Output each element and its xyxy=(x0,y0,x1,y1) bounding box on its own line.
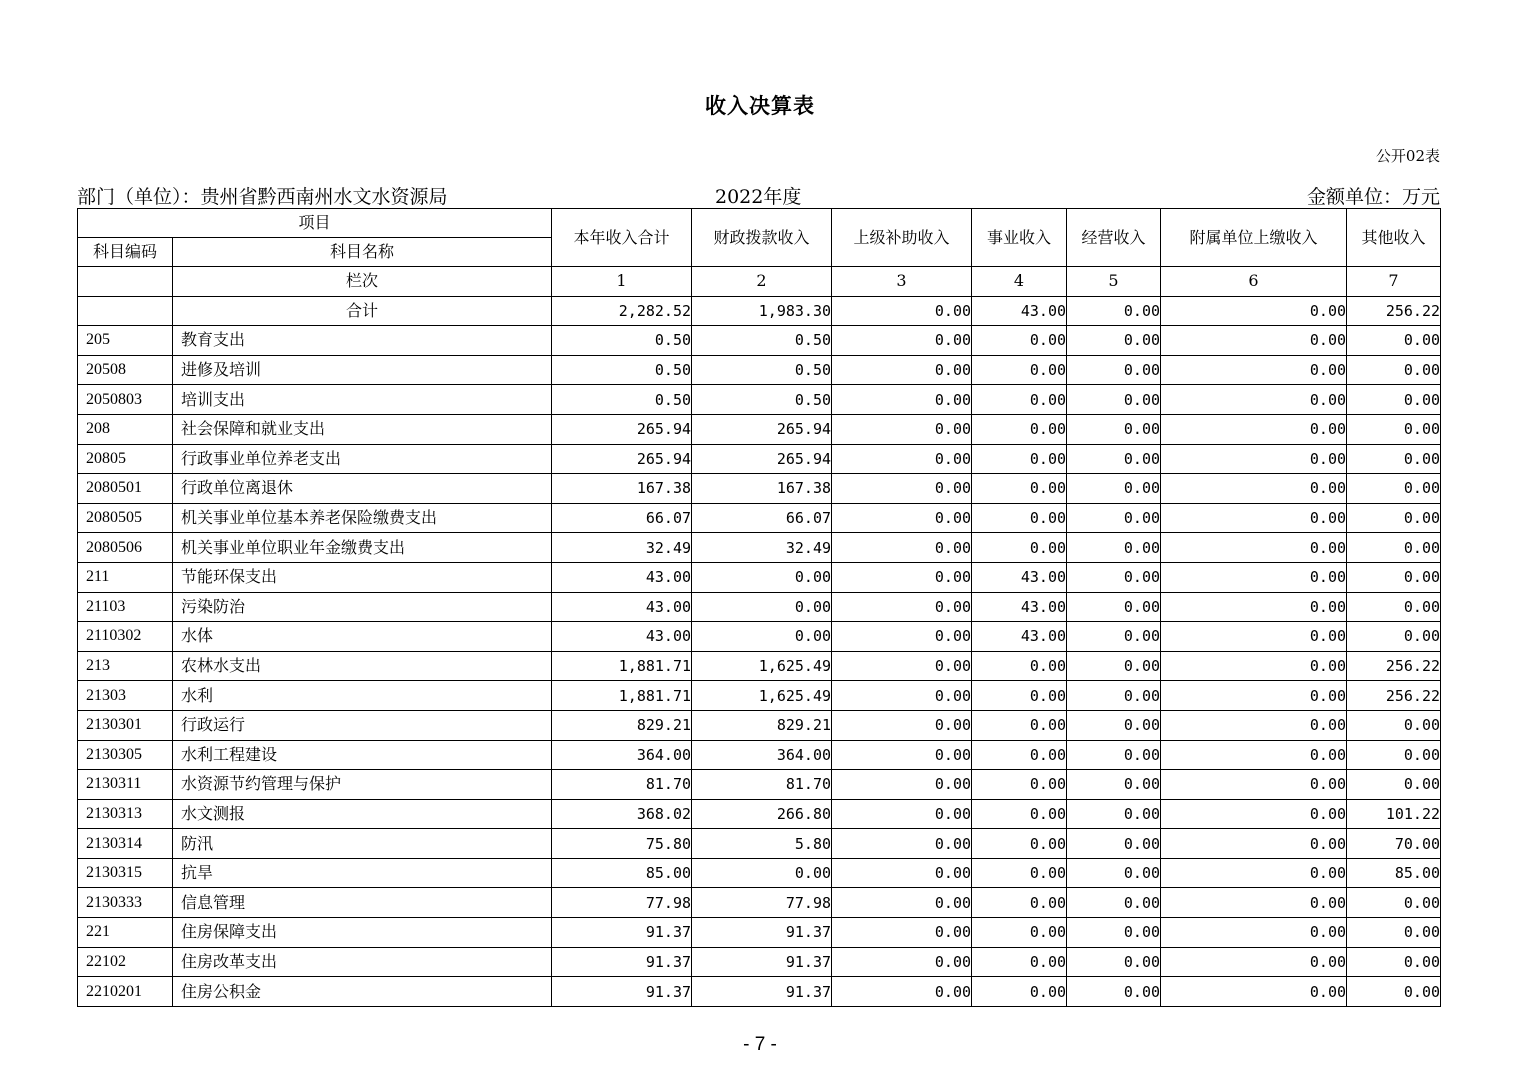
amount-cell: 0.00 xyxy=(1067,681,1161,711)
table-row xyxy=(78,385,1441,415)
amount-cell: 0.00 xyxy=(832,474,972,504)
total-value: 256.22 xyxy=(1347,296,1441,326)
amount-cell: 0.00 xyxy=(1161,918,1347,948)
subject-code: 22102 xyxy=(78,947,173,977)
subject-code: 2130301 xyxy=(78,710,173,740)
amount-cell: 81.70 xyxy=(692,770,832,800)
amount-cell: 0.00 xyxy=(692,858,832,888)
amount-cell: 0.00 xyxy=(1067,770,1161,800)
amount-cell: 0.00 xyxy=(1161,474,1347,504)
subject-code: 2050803 xyxy=(78,385,173,415)
table-row xyxy=(78,326,1441,356)
amount-cell: 0.00 xyxy=(972,977,1067,1007)
amount-cell: 43.00 xyxy=(552,622,692,652)
amount-cell: 0.00 xyxy=(832,533,972,563)
table-row xyxy=(78,533,1441,563)
subject-code: 208 xyxy=(78,414,173,444)
amount-cell: 265.94 xyxy=(692,444,832,474)
amount-cell: 0.00 xyxy=(972,414,1067,444)
amount-cell: 1,881.71 xyxy=(552,651,692,681)
amount-cell: 0.00 xyxy=(972,651,1067,681)
amount-cell: 77.98 xyxy=(552,888,692,918)
table-row xyxy=(78,651,1441,681)
amount-cell: 265.94 xyxy=(692,414,832,444)
subject-code: 2080505 xyxy=(78,503,173,533)
col-number: 3 xyxy=(832,267,972,297)
amount-cell: 0.50 xyxy=(552,355,692,385)
subject-code: 2130305 xyxy=(78,740,173,770)
total-value: 0.00 xyxy=(832,296,972,326)
amount-cell: 0.00 xyxy=(1347,740,1441,770)
amount-cell: 0.00 xyxy=(1067,533,1161,563)
table-row xyxy=(78,947,1441,977)
amount-cell: 0.00 xyxy=(1161,355,1347,385)
subject-code: 221 xyxy=(78,918,173,948)
table-row xyxy=(78,918,1441,948)
amount-cell: 0.00 xyxy=(1347,414,1441,444)
code-header: 科目编码 xyxy=(78,238,173,267)
amount-cell: 0.00 xyxy=(1347,326,1441,356)
amount-cell: 0.00 xyxy=(1067,326,1161,356)
subject-code: 21303 xyxy=(78,681,173,711)
col-header-affiliated-income: 附属单位上缴收入 xyxy=(1161,209,1347,267)
amount-cell: 91.37 xyxy=(552,947,692,977)
amount-cell: 0.00 xyxy=(972,533,1067,563)
amount-cell: 0.00 xyxy=(1347,385,1441,415)
col-number: 7 xyxy=(1347,267,1441,297)
total-value: 0.00 xyxy=(1067,296,1161,326)
table-row xyxy=(78,740,1441,770)
table-row xyxy=(78,622,1441,652)
amount-cell: 91.37 xyxy=(692,947,832,977)
amount-cell: 0.00 xyxy=(1067,444,1161,474)
col-number: 2 xyxy=(692,267,832,297)
table-row xyxy=(78,503,1441,533)
amount-cell: 0.00 xyxy=(832,977,972,1007)
amount-cell: 0.00 xyxy=(972,385,1067,415)
amount-cell: 0.00 xyxy=(1347,918,1441,948)
amount-cell: 0.00 xyxy=(1161,829,1347,859)
amount-cell: 0.00 xyxy=(1067,829,1161,859)
amount-cell: 0.00 xyxy=(1067,622,1161,652)
subject-code: 2130313 xyxy=(78,799,173,829)
amount-cell: 0.00 xyxy=(972,918,1067,948)
amount-cell: 0.00 xyxy=(832,829,972,859)
total-row xyxy=(78,296,1441,326)
amount-cell: 0.00 xyxy=(832,681,972,711)
total-label: 合计 xyxy=(173,296,552,326)
amount-cell: 0.00 xyxy=(832,444,972,474)
amount-cell: 0.00 xyxy=(1067,947,1161,977)
amount-cell: 0.00 xyxy=(832,888,972,918)
subject-name: 节能环保支出 xyxy=(173,562,552,592)
col-number: 5 xyxy=(1067,267,1161,297)
amount-cell: 85.00 xyxy=(1347,858,1441,888)
amount-cell: 167.38 xyxy=(692,474,832,504)
amount-cell: 0.00 xyxy=(1347,622,1441,652)
amount-cell: 0.00 xyxy=(1161,592,1347,622)
subject-name: 培训支出 xyxy=(173,385,552,415)
amount-cell: 0.00 xyxy=(1161,740,1347,770)
subject-code: 2080501 xyxy=(78,474,173,504)
subject-code: 20805 xyxy=(78,444,173,474)
amount-cell: 0.00 xyxy=(1067,592,1161,622)
total-value: 0.00 xyxy=(1161,296,1347,326)
table-row xyxy=(78,414,1441,444)
amount-cell: 0.00 xyxy=(1347,355,1441,385)
amount-cell: 0.00 xyxy=(1161,444,1347,474)
amount-cell: 0.00 xyxy=(972,503,1067,533)
table-row xyxy=(78,977,1441,1007)
col-number: 6 xyxy=(1161,267,1347,297)
empty-cell xyxy=(78,296,173,326)
amount-cell: 829.21 xyxy=(552,710,692,740)
amount-cell: 0.00 xyxy=(832,947,972,977)
col-header-business-income: 事业收入 xyxy=(972,209,1067,267)
amount-cell: 32.49 xyxy=(552,533,692,563)
amount-cell: 0.00 xyxy=(1347,533,1441,563)
total-value: 43.00 xyxy=(972,296,1067,326)
amount-cell: 66.07 xyxy=(692,503,832,533)
amount-cell: 0.50 xyxy=(552,385,692,415)
amount-cell: 0.00 xyxy=(972,829,1067,859)
subject-code: 213 xyxy=(78,651,173,681)
amount-cell: 0.00 xyxy=(1347,888,1441,918)
table-row xyxy=(78,888,1441,918)
subject-name: 机关事业单位职业年金缴费支出 xyxy=(173,533,552,563)
table-row xyxy=(78,770,1441,800)
amount-cell: 0.00 xyxy=(832,710,972,740)
amount-cell: 0.00 xyxy=(832,385,972,415)
amount-cell: 0.00 xyxy=(1161,622,1347,652)
amount-cell: 0.00 xyxy=(1067,414,1161,444)
amount-cell: 0.00 xyxy=(1161,858,1347,888)
amount-cell: 364.00 xyxy=(552,740,692,770)
table-row xyxy=(78,710,1441,740)
col-header-total-income: 本年收入合计 xyxy=(552,209,692,267)
amount-cell: 91.37 xyxy=(692,977,832,1007)
table-row xyxy=(78,474,1441,504)
amount-cell: 0.00 xyxy=(1067,858,1161,888)
amount-cell: 0.00 xyxy=(1161,947,1347,977)
amount-cell: 256.22 xyxy=(1347,651,1441,681)
amount-cell: 75.80 xyxy=(552,829,692,859)
column-number-row xyxy=(78,267,1441,297)
amount-cell: 0.00 xyxy=(692,562,832,592)
subject-name: 水资源节约管理与保护 xyxy=(173,770,552,800)
amount-cell: 43.00 xyxy=(972,592,1067,622)
amount-cell: 0.00 xyxy=(832,770,972,800)
amount-cell: 265.94 xyxy=(552,414,692,444)
amount-cell: 0.00 xyxy=(972,355,1067,385)
table-row xyxy=(78,681,1441,711)
amount-cell: 0.00 xyxy=(1347,947,1441,977)
amount-cell: 368.02 xyxy=(552,799,692,829)
subject-name: 抗旱 xyxy=(173,858,552,888)
amount-cell: 0.00 xyxy=(832,326,972,356)
amount-cell: 43.00 xyxy=(552,592,692,622)
amount-cell: 77.98 xyxy=(692,888,832,918)
amount-cell: 0.50 xyxy=(552,326,692,356)
amount-cell: 0.00 xyxy=(1161,977,1347,1007)
amount-cell: 43.00 xyxy=(972,562,1067,592)
subject-code: 211 xyxy=(78,562,173,592)
amount-cell: 0.00 xyxy=(1161,562,1347,592)
amount-cell: 0.00 xyxy=(832,355,972,385)
subject-code: 205 xyxy=(78,326,173,356)
amount-cell: 0.00 xyxy=(832,918,972,948)
amount-cell: 32.49 xyxy=(692,533,832,563)
col-header-operating-income: 经营收入 xyxy=(1067,209,1161,267)
amount-cell: 0.00 xyxy=(1161,888,1347,918)
amount-cell: 0.00 xyxy=(1067,918,1161,948)
subject-name: 防汛 xyxy=(173,829,552,859)
amount-cell: 0.50 xyxy=(692,326,832,356)
amount-cell: 0.00 xyxy=(832,740,972,770)
amount-unit: 金额单位：万元 xyxy=(1306,186,1440,208)
amount-cell: 0.50 xyxy=(692,385,832,415)
amount-cell: 43.00 xyxy=(972,622,1067,652)
amount-cell: 0.00 xyxy=(1161,533,1347,563)
amount-cell: 0.00 xyxy=(972,710,1067,740)
amount-cell: 266.80 xyxy=(692,799,832,829)
amount-cell: 0.00 xyxy=(1161,503,1347,533)
amount-cell: 0.00 xyxy=(972,947,1067,977)
amount-cell: 0.00 xyxy=(972,740,1067,770)
amount-cell: 70.00 xyxy=(1347,829,1441,859)
subject-name: 社会保障和就业支出 xyxy=(173,414,552,444)
total-value: 1,983.30 xyxy=(692,296,832,326)
col-header-superior-subsidy: 上级补助收入 xyxy=(832,209,972,267)
amount-cell: 0.00 xyxy=(832,622,972,652)
amount-cell: 0.00 xyxy=(1161,326,1347,356)
amount-cell: 1,881.71 xyxy=(552,681,692,711)
amount-cell: 0.00 xyxy=(1161,770,1347,800)
amount-cell: 0.00 xyxy=(1347,562,1441,592)
amount-cell: 0.00 xyxy=(1067,651,1161,681)
total-value: 2,282.52 xyxy=(552,296,692,326)
subject-name: 行政运行 xyxy=(173,710,552,740)
subject-name: 水文测报 xyxy=(173,799,552,829)
col-header-fiscal-income: 财政拨款收入 xyxy=(692,209,832,267)
amount-cell: 0.00 xyxy=(1067,385,1161,415)
project-header: 项目 xyxy=(78,209,552,238)
amount-cell: 0.00 xyxy=(832,592,972,622)
report-meta xyxy=(77,182,1440,208)
table-row xyxy=(78,444,1441,474)
amount-cell: 0.00 xyxy=(1067,474,1161,504)
amount-cell: 5.80 xyxy=(692,829,832,859)
form-number: 公开02表 xyxy=(1375,147,1440,165)
department-label: 部门（单位）：贵州省黔西南州水文水资源局 xyxy=(77,186,448,208)
subject-name: 住房公积金 xyxy=(173,977,552,1007)
subject-name: 住房保障支出 xyxy=(173,918,552,948)
amount-cell: 0.00 xyxy=(832,651,972,681)
col-label: 栏次 xyxy=(173,267,552,297)
amount-cell: 66.07 xyxy=(552,503,692,533)
amount-cell: 0.00 xyxy=(1161,681,1347,711)
amount-cell: 265.94 xyxy=(552,444,692,474)
amount-cell: 0.00 xyxy=(832,858,972,888)
amount-cell: 0.00 xyxy=(1067,355,1161,385)
amount-cell: 0.00 xyxy=(832,414,972,444)
subject-name: 污染防治 xyxy=(173,592,552,622)
subject-code: 2110302 xyxy=(78,622,173,652)
amount-cell: 0.00 xyxy=(1067,799,1161,829)
amount-cell: 0.00 xyxy=(832,799,972,829)
amount-cell: 91.37 xyxy=(692,918,832,948)
amount-cell: 0.50 xyxy=(692,355,832,385)
amount-cell: 0.00 xyxy=(1347,592,1441,622)
amount-cell: 0.00 xyxy=(1067,888,1161,918)
amount-cell: 0.00 xyxy=(972,474,1067,504)
amount-cell: 0.00 xyxy=(1347,503,1441,533)
subject-name: 进修及培训 xyxy=(173,355,552,385)
amount-cell: 1,625.49 xyxy=(692,681,832,711)
amount-cell: 0.00 xyxy=(1347,770,1441,800)
amount-cell: 0.00 xyxy=(1067,562,1161,592)
subject-code: 20508 xyxy=(78,355,173,385)
subject-name: 信息管理 xyxy=(173,888,552,918)
name-header: 科目名称 xyxy=(173,238,552,267)
amount-cell: 0.00 xyxy=(1161,710,1347,740)
subject-code: 2210201 xyxy=(78,977,173,1007)
subject-code: 2080506 xyxy=(78,533,173,563)
table-row xyxy=(78,355,1441,385)
table-row xyxy=(78,829,1441,859)
amount-cell: 0.00 xyxy=(972,799,1067,829)
subject-code: 2130333 xyxy=(78,888,173,918)
amount-cell: 0.00 xyxy=(1161,799,1347,829)
amount-cell: 0.00 xyxy=(1067,710,1161,740)
amount-cell: 85.00 xyxy=(552,858,692,888)
amount-cell: 91.37 xyxy=(552,977,692,1007)
amount-cell: 1,625.49 xyxy=(692,651,832,681)
subject-name: 水利 xyxy=(173,681,552,711)
col-number: 4 xyxy=(972,267,1067,297)
subject-name: 行政事业单位养老支出 xyxy=(173,444,552,474)
amount-cell: 0.00 xyxy=(972,326,1067,356)
amount-cell: 0.00 xyxy=(972,858,1067,888)
amount-cell: 364.00 xyxy=(692,740,832,770)
amount-cell: 0.00 xyxy=(1067,977,1161,1007)
amount-cell: 0.00 xyxy=(972,888,1067,918)
subject-code: 2130311 xyxy=(78,770,173,800)
amount-cell: 0.00 xyxy=(972,681,1067,711)
amount-cell: 0.00 xyxy=(692,622,832,652)
amount-cell: 0.00 xyxy=(1347,444,1441,474)
table-row xyxy=(78,858,1441,888)
header-row-project xyxy=(78,209,1441,238)
col-number: 1 xyxy=(552,267,692,297)
page-number: - 7 - xyxy=(743,1034,777,1055)
amount-cell: 0.00 xyxy=(1067,740,1161,770)
amount-cell: 0.00 xyxy=(1347,710,1441,740)
subject-name: 机关事业单位基本养老保险缴费支出 xyxy=(173,503,552,533)
income-report-table xyxy=(77,208,1441,1007)
amount-cell: 43.00 xyxy=(552,562,692,592)
amount-cell: 0.00 xyxy=(832,503,972,533)
fiscal-year: 2022年度 xyxy=(715,186,802,208)
amount-cell: 0.00 xyxy=(1347,977,1441,1007)
amount-cell: 101.22 xyxy=(1347,799,1441,829)
amount-cell: 91.37 xyxy=(552,918,692,948)
amount-cell: 256.22 xyxy=(1347,681,1441,711)
table-row xyxy=(78,799,1441,829)
amount-cell: 167.38 xyxy=(552,474,692,504)
subject-name: 水利工程建设 xyxy=(173,740,552,770)
subject-code: 21103 xyxy=(78,592,173,622)
table-row xyxy=(78,592,1441,622)
amount-cell: 0.00 xyxy=(692,592,832,622)
amount-cell: 0.00 xyxy=(832,562,972,592)
amount-cell: 0.00 xyxy=(1161,651,1347,681)
amount-cell: 0.00 xyxy=(1161,414,1347,444)
amount-cell: 829.21 xyxy=(692,710,832,740)
col-header-other-income: 其他收入 xyxy=(1347,209,1441,267)
table-row xyxy=(78,562,1441,592)
subject-name: 行政单位离退休 xyxy=(173,474,552,504)
amount-cell: 0.00 xyxy=(972,444,1067,474)
subject-code: 2130314 xyxy=(78,829,173,859)
empty-cell xyxy=(78,267,173,297)
amount-cell: 0.00 xyxy=(1067,503,1161,533)
subject-code: 2130315 xyxy=(78,858,173,888)
subject-name: 农林水支出 xyxy=(173,651,552,681)
report-title: 收入决算表 xyxy=(705,93,815,118)
amount-cell: 0.00 xyxy=(972,770,1067,800)
subject-name: 教育支出 xyxy=(173,326,552,356)
subject-name: 住房改革支出 xyxy=(173,947,552,977)
amount-cell: 0.00 xyxy=(1161,385,1347,415)
subject-name: 水体 xyxy=(173,622,552,652)
amount-cell: 0.00 xyxy=(1347,474,1441,504)
amount-cell: 81.70 xyxy=(552,770,692,800)
